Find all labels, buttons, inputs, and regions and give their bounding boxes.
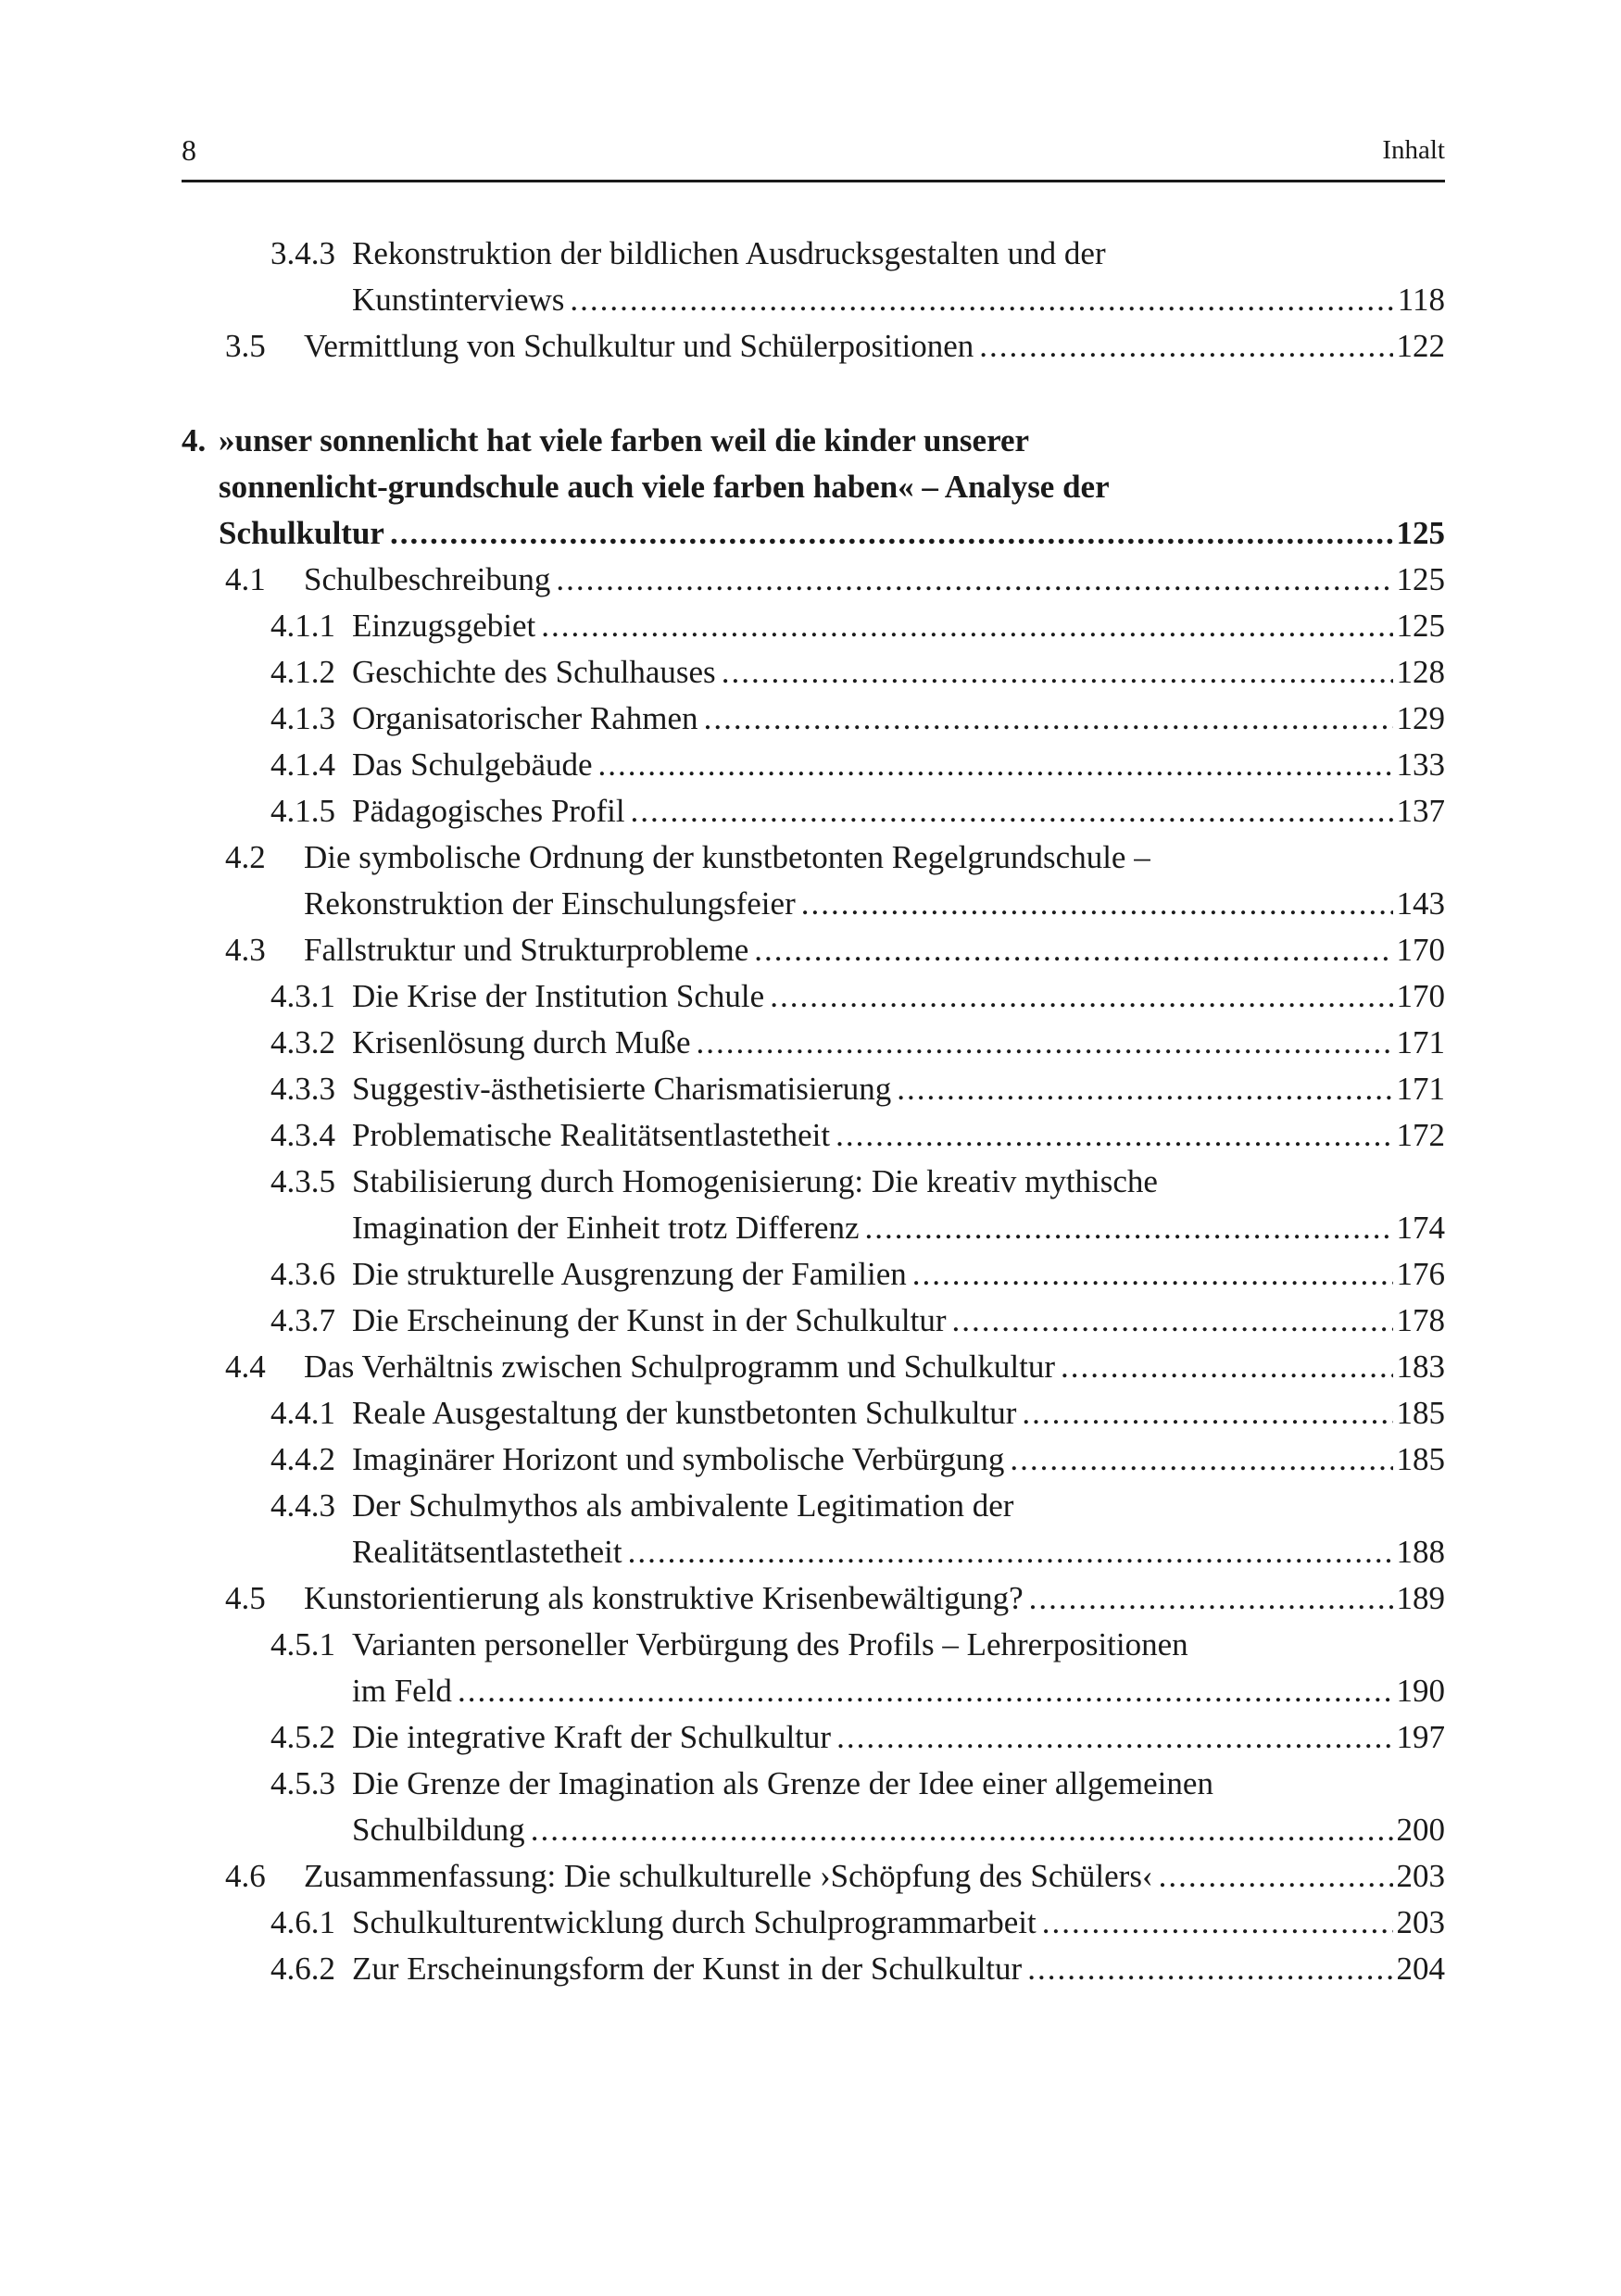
toc-entry-page: 185	[1396, 1395, 1445, 1431]
dot-leader	[836, 1717, 1392, 1758]
toc-entry-number: 4.2	[225, 839, 266, 875]
toc-entry	[270, 1161, 1158, 1202]
toc-entry-title: Imaginärer Horizont und symbolische Verbürgung	[352, 1441, 1005, 1477]
dot-leader	[1010, 1439, 1392, 1480]
dot-leader	[912, 1254, 1393, 1295]
toc-entry-title: Vermittlung von Schulkultur und Schülerpositionen	[304, 328, 974, 364]
dot-leader	[390, 513, 1393, 554]
toc-entry-number: 4.3.7	[270, 1302, 335, 1338]
toc-entry-number: 3.4.3	[270, 235, 335, 271]
toc-entry	[270, 698, 1445, 739]
toc-entry-title: Geschichte des Schulhauses	[352, 654, 716, 690]
toc-entry-page: 118	[1397, 282, 1445, 318]
toc-entry-page: 197	[1396, 1719, 1445, 1755]
toc-entry-page: 188	[1396, 1534, 1445, 1570]
toc-entry-number: 4.6	[225, 1858, 266, 1894]
toc-entry	[270, 1439, 1445, 1480]
dot-leader	[1042, 1902, 1393, 1943]
toc-entry-number: 4.3.4	[270, 1117, 335, 1153]
toc-entry	[270, 1393, 1445, 1434]
toc-entry-page: 203	[1396, 1858, 1445, 1894]
toc-entry-title: Die symbolische Ordnung der kunstbetonten Regelgrundschule –	[304, 839, 1150, 875]
dot-leader	[1027, 1949, 1392, 1989]
toc-entry-page: 125	[1396, 608, 1445, 644]
dot-leader	[722, 652, 1393, 693]
dot-leader	[952, 1300, 1393, 1341]
toc-entry-page: 190	[1396, 1673, 1445, 1709]
toc-entry-title: Organisatorischer Rahmen	[352, 700, 698, 736]
toc-entry-title: Die Grenze der Imagination als Grenze der Idee einer allgemeinen	[352, 1765, 1213, 1801]
toc-entry-number: 3.5	[225, 328, 266, 364]
toc-entry	[225, 1347, 1445, 1387]
toc-entry-title: Problematische Realitätsentlastetheit	[352, 1117, 831, 1153]
toc-entry-number: 4.4.2	[270, 1441, 335, 1477]
toc-entry-number: 4.3.1	[270, 978, 335, 1014]
dot-leader	[531, 1810, 1393, 1851]
toc-entry	[225, 326, 1445, 367]
toc-entry	[225, 1856, 1445, 1897]
toc-entry-title: Zur Erscheinungsform der Kunst in der Schulkultur	[352, 1951, 1023, 1987]
toc-entry-number: 4.6.2	[270, 1951, 335, 1987]
toc-entry-title: Pädagogisches Profil	[352, 793, 625, 829]
toc-entry-number: 4.1.4	[270, 747, 335, 783]
dot-leader	[1159, 1856, 1393, 1897]
toc-entry-title: Suggestiv-ästhetisierte Charismatisierung	[352, 1071, 892, 1107]
toc-entry-number: 4.	[182, 422, 207, 458]
toc-entry-number: 4.1.3	[270, 700, 335, 736]
dot-leader	[1061, 1347, 1392, 1387]
toc-entry-page: 189	[1396, 1580, 1445, 1616]
dot-leader	[864, 1208, 1392, 1248]
toc-entry	[270, 1300, 1445, 1341]
toc-entry	[352, 1671, 1445, 1712]
toc-entry	[270, 1625, 1188, 1665]
toc-entry-title: Schulbeschreibung	[304, 561, 551, 597]
toc-entry-number: 4.4.3	[270, 1487, 335, 1524]
toc-entry	[270, 1023, 1445, 1063]
toc-entry-title: Die integrative Kraft der Schulkultur	[352, 1719, 832, 1755]
toc-entry-number: 4.3.6	[270, 1256, 335, 1292]
toc-entry	[270, 745, 1445, 785]
toc-entry	[219, 513, 1445, 554]
toc-entry	[270, 1902, 1445, 1943]
toc-entry-number: 4.1.2	[270, 654, 335, 690]
toc-entry-number: 4.4.1	[270, 1395, 335, 1431]
toc-entry	[352, 1810, 1445, 1851]
toc-entry-page: 185	[1396, 1441, 1445, 1477]
toc-entry-title: Das Schulgebäude	[352, 747, 593, 783]
toc-entry-page: 200	[1396, 1812, 1445, 1848]
toc-entry-title: Kunstorientierung als konstruktive Krisenbewältigung?	[304, 1580, 1024, 1616]
toc-entry-number: 4.1.1	[270, 608, 335, 644]
toc-entry	[352, 280, 1445, 320]
toc-entry	[270, 1717, 1445, 1758]
toc-entry-title: Krisenlösung durch Muße	[352, 1024, 691, 1060]
toc-entry-page: 143	[1396, 885, 1445, 922]
toc-entry-page: 128	[1396, 654, 1445, 690]
toc-entry	[270, 1763, 1213, 1804]
toc-entry-title: Stabilisierung durch Homogenisierung: Die kreativ mythische	[352, 1163, 1158, 1199]
dot-leader	[754, 930, 1392, 971]
dot-leader	[979, 326, 1392, 367]
toc-entry	[270, 1069, 1445, 1110]
toc-entry-number: 4.3.3	[270, 1071, 335, 1107]
toc-entry-number: 4.5	[225, 1580, 266, 1616]
dot-leader	[697, 1023, 1393, 1063]
toc-entry-number: 4.3.2	[270, 1024, 335, 1060]
toc-entry-title: Schulbildung	[352, 1812, 525, 1848]
toc-entry-page: 133	[1396, 747, 1445, 783]
dot-leader	[1022, 1393, 1392, 1434]
toc-entry	[219, 467, 1110, 508]
toc-entry-title: Einzugsgebiet	[352, 608, 536, 644]
toc-entry-number: 4.5.3	[270, 1765, 335, 1801]
toc-entry-title: sonnenlicht-grundschule auch viele farben haben« – Analyse der	[219, 469, 1110, 505]
toc-entry-title: Imagination der Einheit trotz Differenz	[352, 1210, 860, 1246]
toc-entry-page: 170	[1396, 978, 1445, 1014]
toc-entry-title: Die Erscheinung der Kunst in der Schulkultur	[352, 1302, 947, 1338]
toc-entry	[270, 1949, 1445, 1989]
toc-entry-title: im Feld	[352, 1673, 452, 1709]
toc-entry-title: Rekonstruktion der Einschulungsfeier	[304, 885, 796, 922]
toc-entry-page: 171	[1396, 1071, 1445, 1107]
toc-entry-title: Fallstruktur und Strukturprobleme	[304, 932, 749, 968]
toc-entry-number: 4.3.5	[270, 1163, 335, 1199]
toc-entry	[270, 1486, 1013, 1526]
toc-entry	[352, 1532, 1445, 1573]
toc-entry-number: 4.1.5	[270, 793, 335, 829]
toc-entry-page: 172	[1396, 1117, 1445, 1153]
toc-entry-page: 137	[1396, 793, 1445, 829]
toc-entry	[304, 884, 1445, 924]
toc-entry	[225, 930, 1445, 971]
toc-entry-number: 4.6.1	[270, 1904, 335, 1940]
dot-leader	[897, 1069, 1392, 1110]
toc-entry-number: 4.1	[225, 561, 266, 597]
dot-leader	[598, 745, 1393, 785]
toc-entry-page: 125	[1396, 561, 1445, 597]
toc-entry-page: 125	[1396, 515, 1445, 551]
dot-leader	[556, 559, 1392, 600]
dot-leader	[801, 884, 1393, 924]
toc-entry-page: 122	[1396, 328, 1445, 364]
toc-entry-title: Die Krise der Institution Schule	[352, 978, 765, 1014]
toc-entry-page: 203	[1396, 1904, 1445, 1940]
toc-entry-title: Das Verhältnis zwischen Schulprogramm und Schulkultur	[304, 1349, 1056, 1385]
dot-leader	[704, 698, 1393, 739]
toc-entry-number: 4.4	[225, 1349, 266, 1385]
toc-entry-page: 204	[1396, 1951, 1445, 1987]
toc-entry-title: Schulkultur	[219, 515, 384, 551]
running-head: Inhalt	[1382, 135, 1445, 165]
toc-entry	[225, 559, 1445, 600]
toc-entry-number: 4.3	[225, 932, 266, 968]
toc-entry	[270, 606, 1445, 646]
toc-entry-title: Varianten personeller Verbürgung des Profils – Lehrerpositionen	[352, 1626, 1188, 1662]
dot-leader	[1029, 1578, 1393, 1619]
toc-entry-title: Der Schulmythos als ambivalente Legitimation der	[352, 1487, 1014, 1524]
toc-entry	[270, 1115, 1445, 1156]
toc-entry-page: 174	[1396, 1210, 1445, 1246]
dot-leader	[541, 606, 1392, 646]
toc-entry-page: 176	[1396, 1256, 1445, 1292]
toc-entry	[270, 791, 1445, 832]
toc-entry	[225, 837, 1150, 878]
dot-leader	[458, 1671, 1393, 1712]
dot-leader	[631, 791, 1393, 832]
toc-entry-page: 129	[1396, 700, 1445, 736]
toc-entry	[352, 1208, 1445, 1248]
toc-entry	[182, 420, 1029, 461]
dot-leader	[836, 1115, 1392, 1156]
toc-entry-title: Zusammenfassung: Die schulkulturelle ›Schöpfung des Schülers‹	[304, 1858, 1153, 1894]
dot-leader	[628, 1532, 1393, 1573]
toc-entry-title: »unser sonnenlicht hat viele farben weil die kinder unserer	[219, 422, 1030, 458]
toc-entry-title: Realitätsentlastetheit	[352, 1534, 622, 1570]
toc-entry-page: 183	[1396, 1349, 1445, 1385]
toc-entry	[270, 652, 1445, 693]
toc-entry-page: 171	[1396, 1024, 1445, 1060]
toc-entry-title: Rekonstruktion der bildlichen Ausdrucksgestalten und der	[352, 235, 1106, 271]
toc-entry-page: 170	[1396, 932, 1445, 968]
toc-entry-title: Die strukturelle Ausgrenzung der Familien	[352, 1256, 907, 1292]
toc-entry	[270, 976, 1445, 1017]
toc-entry	[270, 233, 1106, 274]
toc-entry-title: Reale Ausgestaltung der kunstbetonten Schulkultur	[352, 1395, 1017, 1431]
toc-entry-title: Kunstinterviews	[352, 282, 565, 318]
dot-leader	[570, 280, 1393, 320]
toc-entry	[225, 1578, 1445, 1619]
toc-entry-title: Schulkulturentwicklung durch Schulprogrammarbeit	[352, 1904, 1037, 1940]
page-number: 8	[182, 133, 196, 167]
toc-entry-page: 178	[1396, 1302, 1445, 1338]
dot-leader	[770, 976, 1392, 1017]
toc-entry	[270, 1254, 1445, 1295]
toc-entry-number: 4.5.2	[270, 1719, 335, 1755]
toc-entry-number: 4.5.1	[270, 1626, 335, 1662]
